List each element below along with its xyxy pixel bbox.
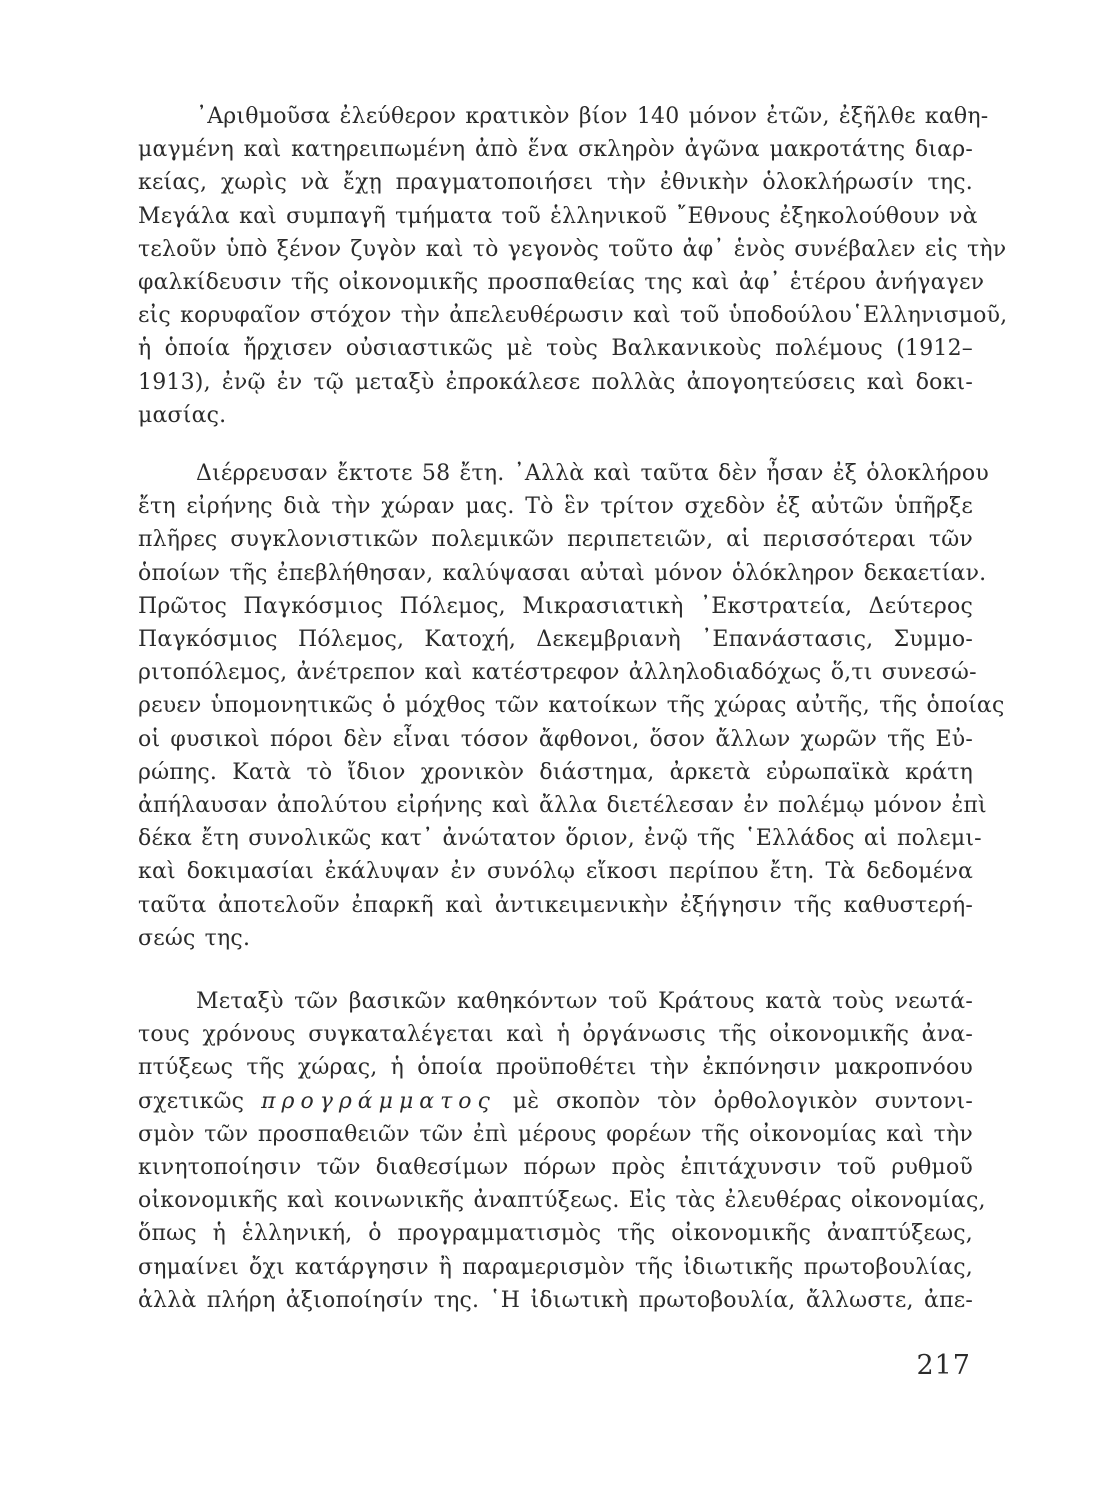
text-line: κινητοποίησιν τῶν διαθεσίμων πόρων πρὸς ἐπιτάχυνσιν τοῦ ρυθμοῦ [138, 1155, 973, 1181]
text-line: ὁποίων τῆς ἐπεβλήθησαν, καλύψασαι αὐταὶ μόνον ὁλόκληρον δεκαετίαν. [138, 560, 987, 586]
text-line: ριτοπόλεμος, ἀνέτρεπον καὶ κατέστρεφον ἀλληλοδιαδόχως ὅ,τι συνεσώ- [138, 660, 977, 686]
page-number: 217 [916, 1350, 971, 1381]
text-line: ρευεν ὑπομονητικῶς ὁ μόχθος τῶν κατοίκων τῆς χώρας αὐτῆς, τῆς ὁποίας [138, 693, 1005, 719]
text-line: τους χρόνους συγκαταλέγεται καὶ ἡ ὀργάνωσις τῆς οἰκονομικῆς ἀνα- [138, 1022, 973, 1048]
text-line: Μεταξὺ τῶν βασικῶν καθηκόντων τοῦ Κράτους κατὰ τοὺς νεωτά- [196, 989, 973, 1014]
text-line: μαγμένη καὶ κατηρειπωμένη ἀπὸ ἕνα σκληρὸν ἀγῶνα μακροτάτης διαρ- [138, 137, 973, 163]
text-line: οἰκονομικῆς καὶ κοινωνικῆς ἀναπτύξεως. Εἰς τὰς ἐλευθέρας οἰκονομίας, [138, 1188, 986, 1214]
text-line: σεώς της. [138, 925, 251, 951]
text-line: τελοῦν ὑπὸ ξένον ζυγὸν καὶ τὸ γεγονὸς τοῦτο ἀφ᾽ ἑνὸς συνέβαλεν εἰς τὴν [138, 236, 1007, 262]
emphasized-word: προγράμματος [261, 1088, 496, 1114]
text-line: δέκα ἔτη συνολικῶς κατ᾽ ἀνώτατον ὅριον, ἐνῷ τῆς ῾Ελλάδος αἱ πολεμι- [138, 826, 982, 852]
text-line: κείας, χωρὶς νὰ ἔχῃ πραγματοποιήσει τὴν ἐθνικὴν ὁλοκλήρωσίν της. [138, 170, 973, 196]
text-line-with-emphasis [138, 1085, 973, 1118]
text-line: πτύξεως τῆς χώρας, ἡ ὁποία προϋποθέτει τὴν ἐκπόνησιν μακροπνόου [138, 1055, 973, 1081]
text-fragment: σχετικῶς [138, 1088, 245, 1114]
paragraph-2 [138, 457, 1005, 955]
text-fragment: μὲ σκοπὸν τὸν ὀρθολογικὸν συντονι- [512, 1088, 974, 1114]
text-line: ἡ ὁποία ἤρχισεν οὐσιαστικῶς μὲ τοὺς Βαλκανικοὺς πολέμους (1912– [138, 336, 973, 362]
text-line: 1913), ἐνῷ ἐν τῷ μεταξὺ ἐπροκάλεσε πολλὰς ἀπογοητεύσεις καὶ δοκι- [138, 369, 973, 395]
text-line: σμὸν τῶν προσπαθειῶν τῶν ἐπὶ μέρους φορέων τῆς οἰκονομίας καὶ τὴν [138, 1121, 973, 1147]
text-line: οἱ φυσικοὶ πόροι δὲν εἶναι τόσον ἄφθονοι, ὅσον ἄλλων χωρῶν τῆς Εὐ- [138, 726, 973, 752]
text-line: ἀλλὰ πλήρη ἀξιοποίησίν της. ῾Η ἰδιωτικὴ πρωτοβουλία, ἄλλωστε, ἀπε- [138, 1287, 973, 1313]
text-line: ᾽Αριθμοῦσα ἐλεύθερον κρατικὸν βίον 140 μόνον ἐτῶν, ἐξῆλθε καθη- [196, 104, 989, 129]
paragraph-3 [138, 985, 986, 1317]
paragraph-1 [138, 100, 1008, 432]
text-line: Μεγάλα καὶ συμπαγῆ τμήματα τοῦ ἑλληνικοῦ ῎Εθνους ἐξηκολούθουν νὰ [138, 203, 978, 229]
text-line: σημαίνει ὄχι κατάργησιν ἢ παραμερισμὸν τῆς ἰδιωτικῆς πρωτοβουλίας, [138, 1254, 973, 1280]
text-line: Παγκόσμιος Πόλεμος, Κατοχή, Δεκεμβριανὴ ᾽Επανάστασις, Συμμο- [138, 627, 973, 653]
text-line: πλῆρες συγκλονιστικῶν πολεμικῶν περιπετειῶν, αἱ περισσότεραι τῶν [138, 527, 973, 553]
text-line: ὅπως ἡ ἑλληνική, ὁ προγραμματισμὸς τῆς οἰκονομικῆς ἀναπτύξεως, [138, 1221, 973, 1247]
text-line: μασίας. [138, 402, 227, 428]
text-line: Διέρρευσαν ἔκτοτε 58 ἔτη. ᾽Αλλὰ καὶ ταῦτα δὲν ἦσαν ἐξ ὁλοκλήρου [196, 461, 989, 486]
text-line: καὶ δοκιμασίαι ἐκάλυψαν ἐν συνόλῳ εἴκοσι περίπου ἔτη. Τὰ δεδομένα [138, 859, 973, 885]
text-line: φαλκίδευσιν τῆς οἰκονομικῆς προσπαθείας της καὶ ἀφ᾽ ἑτέρου ἀνήγαγεν [138, 270, 985, 296]
text-line: ταῦτα ἀποτελοῦν ἐπαρκῆ καὶ ἀντικειμενικὴν ἐξήγησιν τῆς καθυστερή- [138, 892, 973, 918]
text-line: ἔτη εἰρήνης διὰ τὴν χώραν μας. Τὸ ἓν τρίτον σχεδὸν ἐξ αὐτῶν ὑπῆρξε [138, 494, 973, 520]
text-line: εἰς κορυφαῖον στόχον τὴν ἀπελευθέρωσιν καὶ τοῦ ὑποδούλου῾Ελληνισμοῦ, [138, 303, 1008, 329]
text-line: ρώπης. Κατὰ τὸ ἴδιον χρονικὸν διάστημα, ἀρκετὰ εὐρωπαϊκὰ κράτη [138, 759, 973, 785]
text-line: Πρῶτος Παγκόσμιος Πόλεμος, Μικρασιατικὴ ᾽Εκστρατεία, Δεύτερος [138, 593, 973, 619]
text-line: ἀπήλαυσαν ἀπολύτου εἰρήνης καὶ ἄλλα διετέλεσαν ἐν πολέμῳ μόνον ἐπὶ [138, 793, 987, 819]
